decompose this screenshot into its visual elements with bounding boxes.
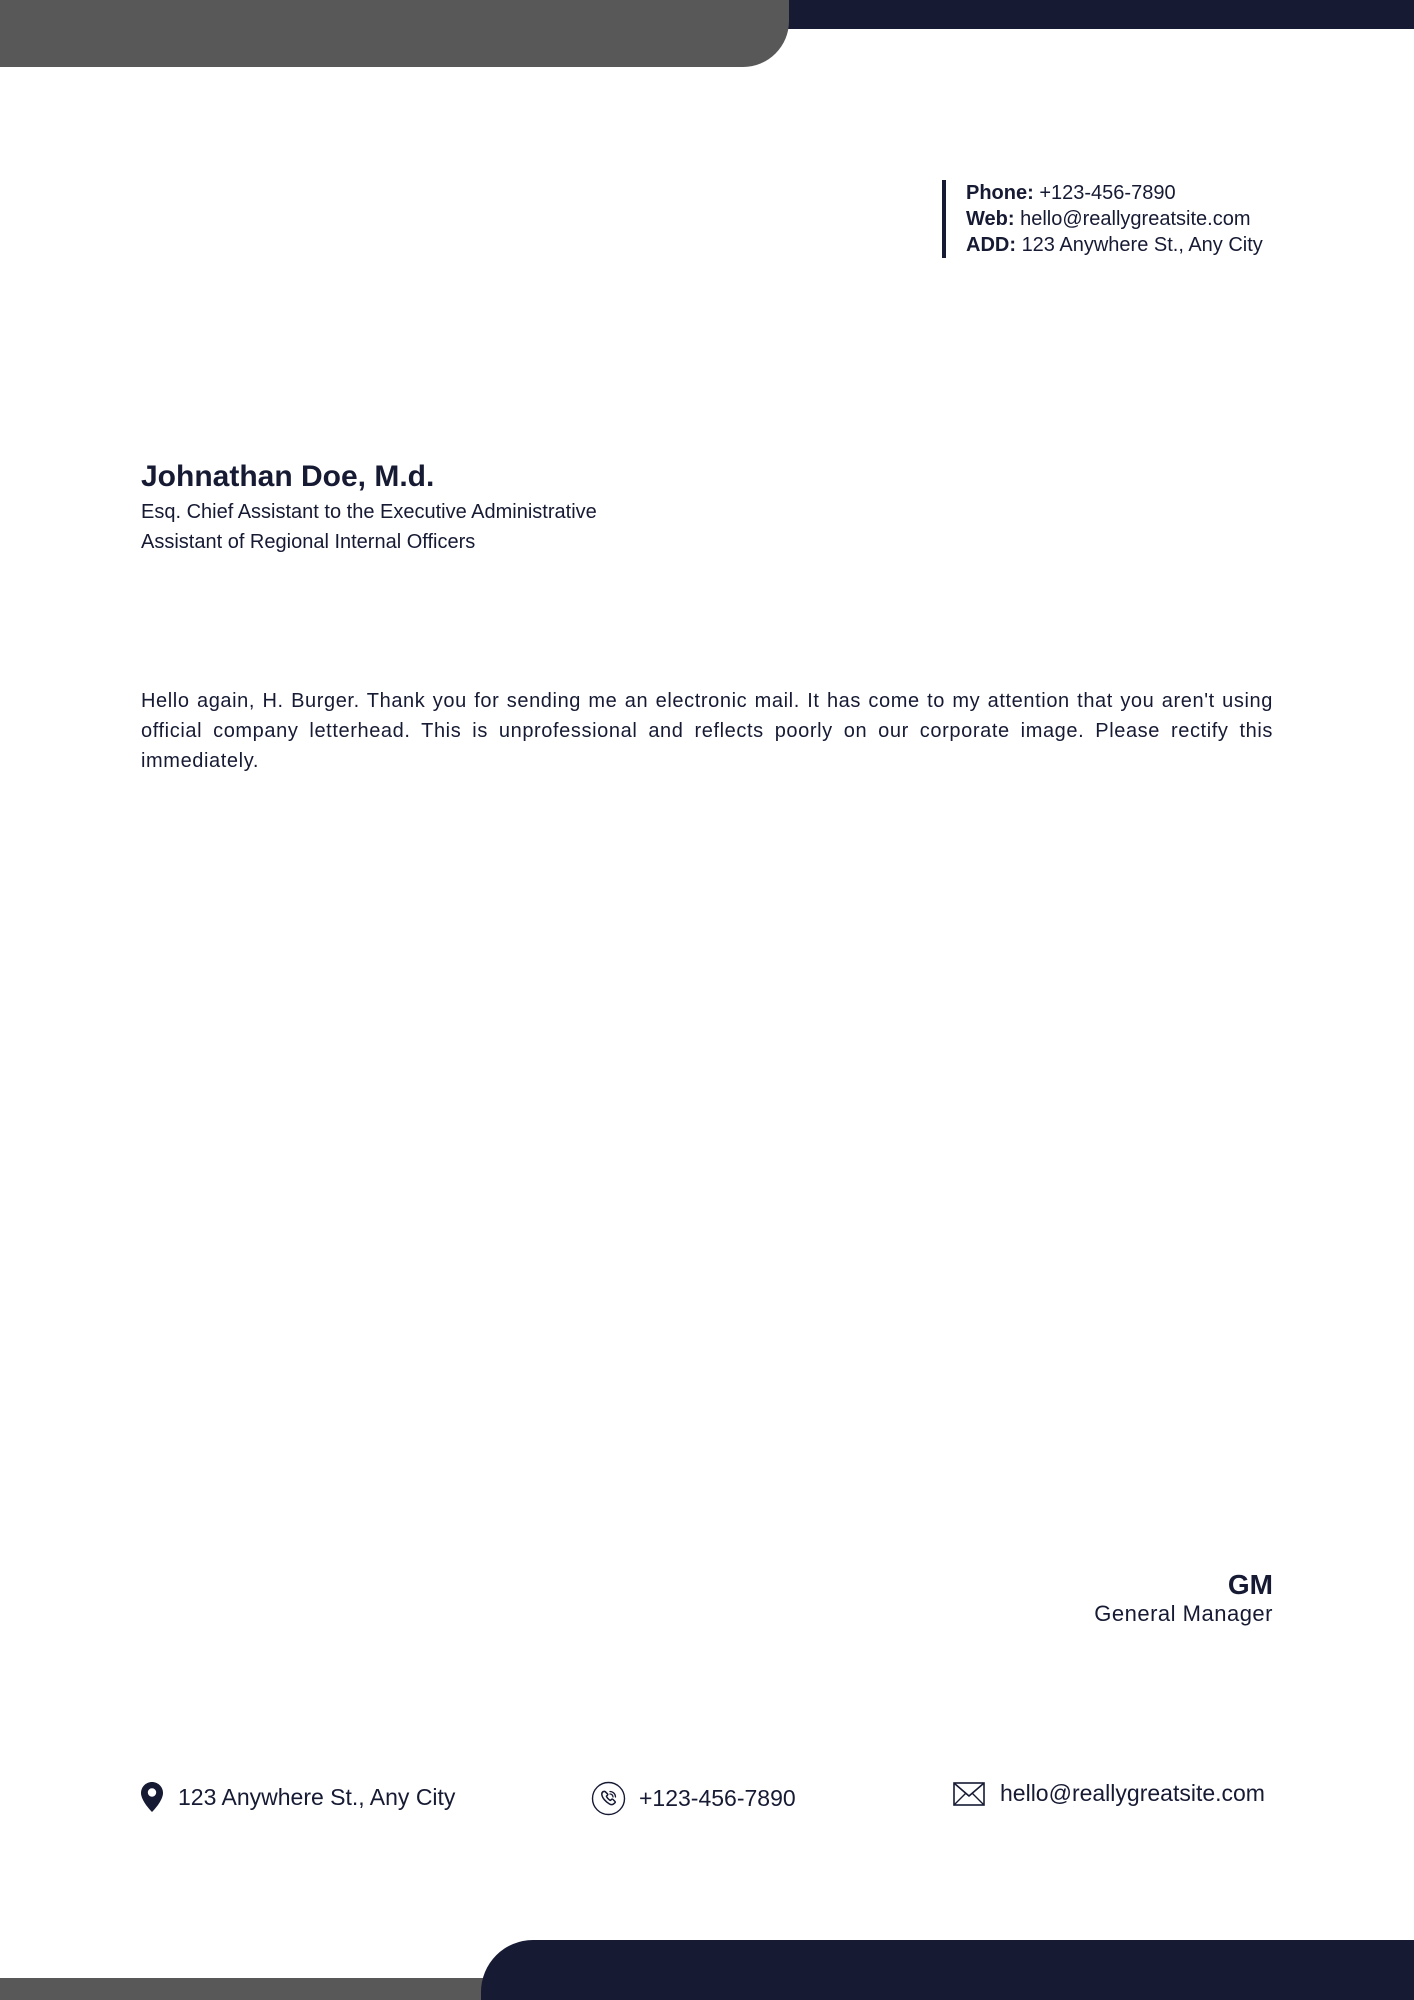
contact-phone-label: Phone: — [966, 182, 1034, 204]
signature-initials: GM — [1227, 1569, 1273, 1600]
contact-address-label: ADD: — [966, 234, 1016, 256]
header-gray-band — [0, 0, 789, 67]
sender-name: Johnathan Doe, M.d. — [141, 460, 435, 493]
contact-phone-line — [966, 180, 1263, 206]
sender-title — [141, 497, 597, 557]
footer-email-text: hello@reallygreatsite.com — [1000, 1780, 1265, 1806]
footer-address — [141, 1782, 455, 1812]
contact-web-value: hello@reallygreatsite.com — [1020, 208, 1251, 230]
map-pin-icon — [141, 1782, 163, 1812]
contact-web-line — [966, 206, 1263, 232]
header-contact-block — [942, 180, 1263, 258]
sender-title-line1: Esq. Chief Assistant to the Executive Administrative — [141, 501, 597, 523]
contact-address-line — [966, 232, 1263, 258]
letter-body: Hello again, H. Burger. Thank you for sending me an electronic mail. It has come to my attention that you aren't using official company letterhead. This is unprofessional and reflects poorly on our corporate image. Please rectify this immediately. — [141, 690, 1273, 772]
footer-phone — [591, 1781, 796, 1816]
phone-icon — [591, 1781, 626, 1816]
footer-email — [953, 1780, 1265, 1807]
envelope-icon — [953, 1782, 985, 1806]
footer-address-text: 123 Anywhere St., Any City — [178, 1783, 456, 1810]
signature-role: General Manager — [1094, 1601, 1273, 1626]
contact-address-value: 123 Anywhere St., Any City — [1021, 234, 1263, 256]
contact-web-label: Web: — [966, 208, 1015, 230]
contact-phone-value: +123-456-7890 — [1039, 182, 1176, 204]
footer-phone-text: +123-456-7890 — [639, 1785, 796, 1811]
footer-navy-band — [481, 1940, 1414, 2000]
sender-title-line2: Assistant of Regional Internal Officers — [141, 531, 476, 553]
